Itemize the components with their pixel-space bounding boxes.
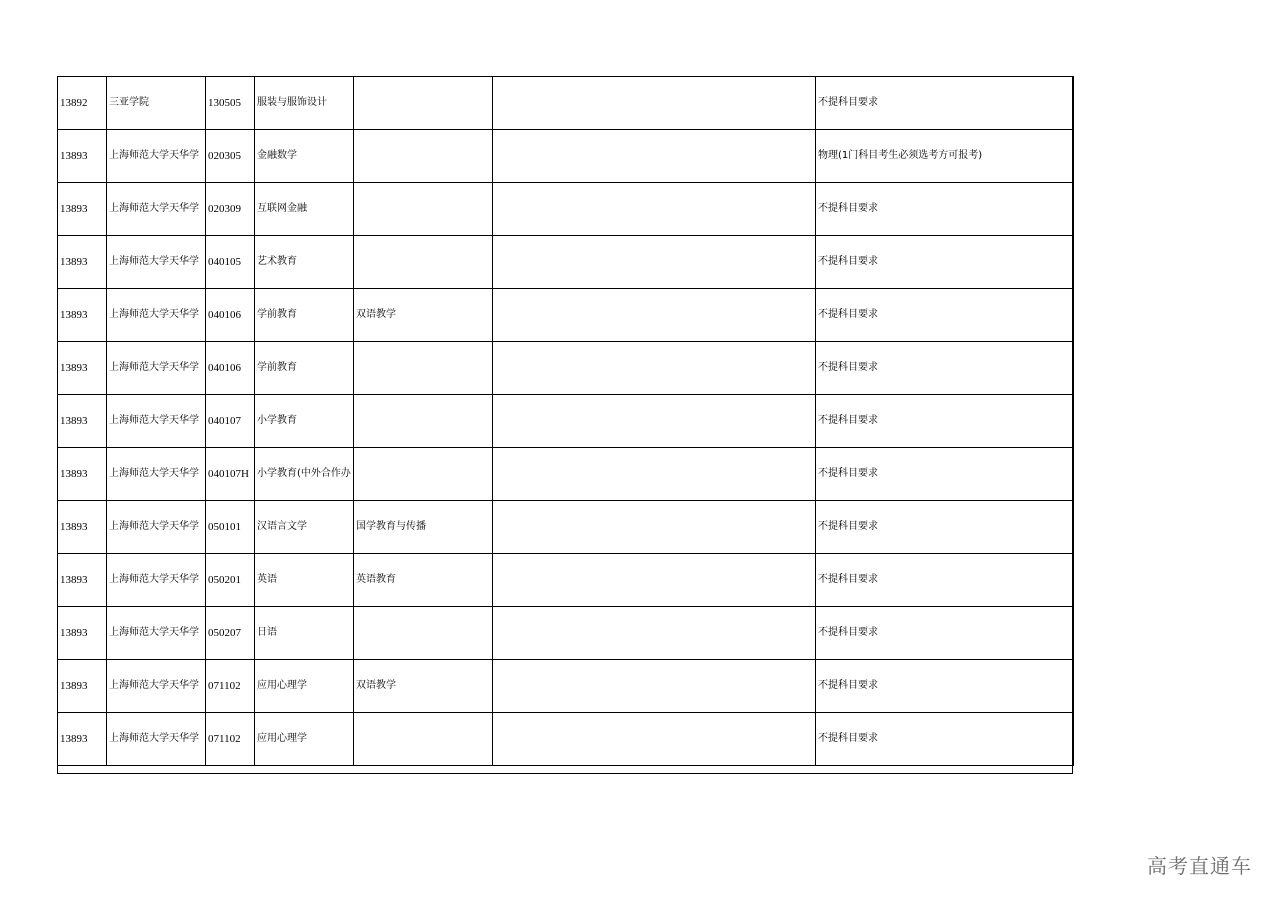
cell-major-name: 互联网金融 bbox=[255, 183, 354, 236]
cell-institution-id: 13893 bbox=[58, 236, 107, 289]
cell-institution-name: 上海师范大学天华学 bbox=[107, 342, 206, 395]
cell-remarks bbox=[493, 660, 816, 713]
cell-subject-requirement: 不提科目要求 bbox=[816, 342, 1074, 395]
cell-subject-requirement: 不提科目要求 bbox=[816, 395, 1074, 448]
cell-institution-id: 13893 bbox=[58, 183, 107, 236]
cell-major-name: 艺术教育 bbox=[255, 236, 354, 289]
cell-remarks bbox=[493, 77, 816, 130]
cell-major-name: 应用心理学 bbox=[255, 713, 354, 766]
cell-institution-id: 13893 bbox=[58, 607, 107, 660]
cell-institution-name: 上海师范大学天华学 bbox=[107, 501, 206, 554]
cell-major-code: 040107 bbox=[206, 395, 255, 448]
cell-major-code: 071102 bbox=[206, 713, 255, 766]
table-row bbox=[58, 448, 1074, 501]
table-row bbox=[58, 395, 1074, 448]
cell-institution-name: 上海师范大学天华学 bbox=[107, 713, 206, 766]
cell-remarks bbox=[493, 607, 816, 660]
table-row bbox=[58, 342, 1074, 395]
cell-remarks bbox=[493, 130, 816, 183]
cell-remarks bbox=[493, 236, 816, 289]
cell-major-code: 040106 bbox=[206, 342, 255, 395]
table-row bbox=[58, 236, 1074, 289]
subject-requirements-table bbox=[57, 76, 1074, 766]
cell-institution-id: 13893 bbox=[58, 448, 107, 501]
cell-major-direction bbox=[354, 130, 493, 183]
cell-subject-requirement: 不提科目要求 bbox=[816, 183, 1074, 236]
cell-subject-requirement: 不提科目要求 bbox=[816, 236, 1074, 289]
cell-major-code: 071102 bbox=[206, 660, 255, 713]
cell-major-name: 英语 bbox=[255, 554, 354, 607]
cell-major-name: 应用心理学 bbox=[255, 660, 354, 713]
cell-subject-requirement: 不提科目要求 bbox=[816, 660, 1074, 713]
cell-institution-id: 13892 bbox=[58, 77, 107, 130]
table-row bbox=[58, 77, 1074, 130]
cell-major-name: 学前教育 bbox=[255, 342, 354, 395]
cell-institution-name: 上海师范大学天华学 bbox=[107, 183, 206, 236]
cell-major-code: 050207 bbox=[206, 607, 255, 660]
cell-major-direction bbox=[354, 395, 493, 448]
cell-major-name: 学前教育 bbox=[255, 289, 354, 342]
cell-institution-name: 上海师范大学天华学 bbox=[107, 448, 206, 501]
table-row bbox=[58, 130, 1074, 183]
cell-remarks bbox=[493, 289, 816, 342]
cell-subject-requirement: 不提科目要求 bbox=[816, 713, 1074, 766]
cell-major-name: 汉语言文学 bbox=[255, 501, 354, 554]
cell-major-direction bbox=[354, 448, 493, 501]
cell-major-code: 040105 bbox=[206, 236, 255, 289]
table-row bbox=[58, 289, 1074, 342]
cell-institution-name: 上海师范大学天华学 bbox=[107, 395, 206, 448]
cell-institution-name: 上海师范大学天华学 bbox=[107, 236, 206, 289]
cell-major-direction bbox=[354, 77, 493, 130]
cell-remarks bbox=[493, 501, 816, 554]
cell-major-name: 服装与服饰设计 bbox=[255, 77, 354, 130]
cell-major-code: 050201 bbox=[206, 554, 255, 607]
cell-major-name: 小学教育 bbox=[255, 395, 354, 448]
cell-major-direction bbox=[354, 342, 493, 395]
cell-major-name: 金融数学 bbox=[255, 130, 354, 183]
cell-institution-id: 13893 bbox=[58, 395, 107, 448]
cell-subject-requirement: 物理(1门科目考生必须选考方可报考) bbox=[816, 130, 1074, 183]
cell-institution-id: 13893 bbox=[58, 660, 107, 713]
cell-major-direction: 国学教育与传播 bbox=[354, 501, 493, 554]
table-row bbox=[58, 713, 1074, 766]
cell-major-direction bbox=[354, 236, 493, 289]
cell-major-name: 小学教育(中外合作办 bbox=[255, 448, 354, 501]
cell-subject-requirement: 不提科目要求 bbox=[816, 501, 1074, 554]
cell-institution-name: 上海师范大学天华学 bbox=[107, 130, 206, 183]
cell-institution-id: 13893 bbox=[58, 554, 107, 607]
cell-major-code: 040106 bbox=[206, 289, 255, 342]
cell-institution-name: 上海师范大学天华学 bbox=[107, 554, 206, 607]
cell-institution-id: 13893 bbox=[58, 289, 107, 342]
cell-major-direction: 双语教学 bbox=[354, 660, 493, 713]
cell-major-direction: 英语教育 bbox=[354, 554, 493, 607]
cell-remarks bbox=[493, 183, 816, 236]
table-row bbox=[58, 607, 1074, 660]
cell-institution-id: 13893 bbox=[58, 130, 107, 183]
cell-major-code: 130505 bbox=[206, 77, 255, 130]
cell-remarks bbox=[493, 554, 816, 607]
cell-subject-requirement: 不提科目要求 bbox=[816, 554, 1074, 607]
cell-major-direction: 双语教学 bbox=[354, 289, 493, 342]
cell-major-direction bbox=[354, 183, 493, 236]
table-body bbox=[58, 77, 1074, 766]
cell-remarks bbox=[493, 395, 816, 448]
cell-major-direction bbox=[354, 607, 493, 660]
cell-institution-name: 三亚学院 bbox=[107, 77, 206, 130]
table-row bbox=[58, 554, 1074, 607]
watermark: 高考直通车 bbox=[1147, 854, 1252, 878]
cell-subject-requirement: 不提科目要求 bbox=[816, 448, 1074, 501]
cell-institution-id: 13893 bbox=[58, 342, 107, 395]
table-row bbox=[58, 501, 1074, 554]
cell-institution-name: 上海师范大学天华学 bbox=[107, 607, 206, 660]
cell-remarks bbox=[493, 448, 816, 501]
table-row bbox=[58, 660, 1074, 713]
cell-subject-requirement: 不提科目要求 bbox=[816, 607, 1074, 660]
cell-institution-name: 上海师范大学天华学 bbox=[107, 660, 206, 713]
cell-remarks bbox=[493, 713, 816, 766]
table-row bbox=[58, 183, 1074, 236]
cell-institution-id: 13893 bbox=[58, 713, 107, 766]
cell-remarks bbox=[493, 342, 816, 395]
cell-institution-name: 上海师范大学天华学 bbox=[107, 289, 206, 342]
cell-major-code: 020309 bbox=[206, 183, 255, 236]
cell-institution-id: 13893 bbox=[58, 501, 107, 554]
cell-major-code: 020305 bbox=[206, 130, 255, 183]
cell-subject-requirement: 不提科目要求 bbox=[816, 289, 1074, 342]
cell-major-name: 日语 bbox=[255, 607, 354, 660]
cell-major-code: 050101 bbox=[206, 501, 255, 554]
cell-subject-requirement: 不提科目要求 bbox=[816, 77, 1074, 130]
cell-major-direction bbox=[354, 713, 493, 766]
cell-major-code: 040107H bbox=[206, 448, 255, 501]
